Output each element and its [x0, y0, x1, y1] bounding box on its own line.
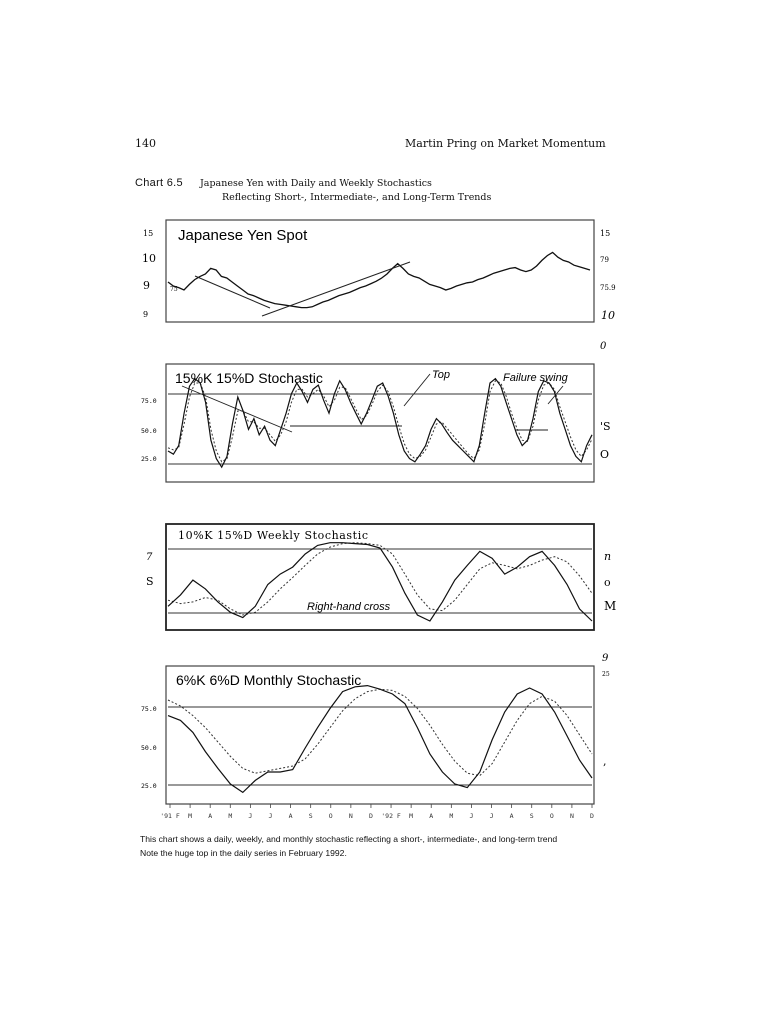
panel-daily-price: [142, 220, 616, 322]
x-tick-label: A: [509, 812, 514, 820]
panel-monthly-stochastic: [141, 666, 607, 820]
x-tick-label: O: [549, 812, 554, 820]
x-tick-label: N: [569, 812, 574, 820]
caption-line-2: Note the huge top in the daily series in February 1992.: [140, 848, 347, 858]
page-number: 140: [135, 137, 156, 150]
panel-weekly-stochastic: [146, 524, 616, 630]
annotation-label: 75: [170, 286, 178, 293]
series-d-line: [168, 381, 592, 462]
panel-title: Japanese Yen Spot: [178, 227, 308, 244]
figure-caption: [140, 832, 630, 860]
x-tick-label: N: [348, 812, 353, 820]
right-page-label: o: [604, 576, 611, 589]
series-k-line: [168, 379, 592, 468]
x-tick-label: A: [208, 812, 213, 820]
right-page-label: O: [600, 448, 610, 461]
y-tick-label: 75.0: [141, 705, 157, 713]
chart-label: Chart 6.5: [135, 177, 183, 189]
x-tick-label: S: [529, 812, 534, 820]
x-tick-label: J: [268, 812, 273, 820]
y-tick-label: 50.0: [141, 427, 157, 435]
right-page-label: 'S: [600, 420, 611, 433]
panel-daily-stochastic: [141, 364, 611, 482]
trendline: [262, 262, 410, 316]
x-tick-label: M: [409, 812, 414, 820]
x-tick-label: D: [590, 812, 594, 820]
left-page-label: 7: [146, 552, 153, 563]
right-page-label: 0: [600, 341, 607, 352]
x-tick-label: M: [449, 812, 454, 820]
chart-title-line2: Reflecting Short-, Intermediate-, and Long-Term Trends: [222, 192, 492, 203]
y-tick-label: 75.0: [141, 397, 157, 405]
trendline: [195, 276, 270, 308]
monthly-stochastic-plot-area: [168, 686, 592, 793]
x-tick-label: '92 F: [381, 812, 401, 820]
x-tick-label: S: [308, 812, 313, 820]
annotation-right-hand-cross: Right-hand cross: [307, 601, 391, 613]
price-line: [168, 252, 590, 307]
series-d-line: [168, 689, 592, 775]
daily-stochastic-plot-area: [168, 379, 592, 468]
left-tick-label: 10: [142, 252, 156, 265]
right-page-label: n: [604, 550, 612, 563]
series-k-line: [168, 686, 592, 793]
x-tick-label: D: [368, 812, 373, 820]
left-page-label: S: [146, 575, 154, 588]
panel-title: 6%K 6%D Monthly Stochastic: [176, 672, 362, 688]
chart-title-line1: Japanese Yen with Daily and Weekly Stochastics: [200, 178, 432, 189]
right-tick-label: 10: [601, 309, 615, 322]
right-page-label: 9: [602, 653, 609, 664]
annotation-top: Top: [432, 369, 450, 381]
y-tick-label: 50.0: [141, 744, 157, 752]
y-tick-label: 25.0: [141, 455, 157, 463]
left-tick-label: 15: [143, 229, 154, 238]
month-axis: [160, 804, 594, 820]
annotation-failure-swing: Failure swing: [503, 372, 568, 384]
left-tick-label: 9: [143, 310, 149, 319]
x-tick-label: A: [288, 812, 293, 820]
x-tick-label: J: [248, 812, 253, 820]
x-tick-label: A: [429, 812, 434, 820]
x-tick-label: J: [489, 812, 494, 820]
x-tick-label: '91 F: [160, 812, 180, 820]
left-tick-label: 9: [143, 279, 150, 292]
right-tick-label: 15: [600, 229, 611, 238]
trendline: [182, 386, 292, 432]
panel-title: 10%K 15%D Weekly Stochastic: [178, 529, 369, 542]
panel-title: 15%K 15%D Stochastic: [175, 370, 323, 386]
right-page-label: M: [604, 599, 617, 613]
right-tick-label: 75.9: [600, 284, 616, 292]
caption-line-1: This chart shows a daily, weekly, and monthly stochastic reflecting a short-, intermediate-, and long-term trend: [140, 834, 558, 844]
x-tick-label: M: [188, 812, 193, 820]
x-tick-label: M: [228, 812, 233, 820]
right-tick-label: 79: [600, 256, 609, 264]
y-tick-label: 25.0: [141, 782, 157, 790]
x-tick-label: J: [469, 812, 474, 820]
right-page-label: 25: [602, 671, 610, 678]
annotation-pointer: [404, 374, 430, 406]
price-plot-area: [168, 252, 590, 307]
running-header: Martin Pring on Market Momentum: [405, 137, 606, 150]
x-tick-label: O: [328, 812, 333, 820]
right-page-label: ,: [603, 755, 607, 768]
